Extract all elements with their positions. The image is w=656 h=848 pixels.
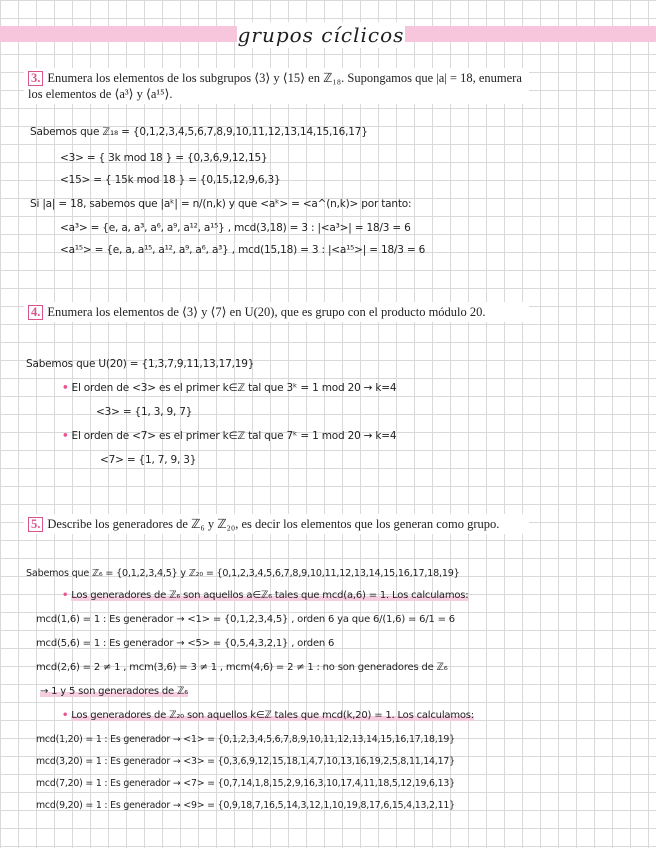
answer-line: mcd(5,6) = 1 : Es generador → <5> = {0,5,4,3,2,1} , orden 6 <box>36 638 335 649</box>
problem-number: 5. <box>28 517 43 532</box>
page-title: grupos cíclicos <box>237 23 405 47</box>
answer-line: <3> = {1, 3, 9, 7} <box>96 406 193 418</box>
answer-line: mcd(1,6) = 1 : Es generador → <1> = {0,1,2,3,4,5} , orden 6 ya que 6/(1,6) = 6/1 = 6 <box>36 614 455 625</box>
problem-text: Enumera los elementos de los subgrupos ⟨3⟩ y ⟨15⟩ en ℤ₁₈. Supongamos que |a| = 18, enumera los elementos de ⟨a³⟩ y ⟨a¹⁵⟩. <box>28 71 522 101</box>
answer-line: El orden de <7> es el primer k∈ℤ tal que 7ᵏ = 1 mod 20 → k=4 <box>71 430 397 442</box>
answer-line: mcd(3,20) = 1 : Es generador → <3> = {0,3,6,9,12,15,18,1,4,7,10,13,16,19,2,5,8,11,14,17} <box>36 756 455 767</box>
answer-line: mcd(9,20) = 1 : Es generador → <9> = {0,9,18,7,16,5,14,3,12,1,10,19,8,17,6,15,4,13,2,11} <box>36 800 455 811</box>
bullet-line <box>62 382 396 394</box>
bullet-line <box>62 590 468 601</box>
problem-text: Describe los generadores de ℤ₆ y ℤ₂₀, es decir los elementos que los generan como grupo. <box>47 517 500 531</box>
problem-5-statement <box>24 514 529 534</box>
conclusion-text: → 1 y 5 son generadores de ℤ₆ <box>40 686 189 697</box>
answer-line: <7> = {1, 7, 9, 3} <box>100 454 197 466</box>
bullet-icon: • <box>62 430 69 442</box>
answer-line: Sabemos que ℤ₁₈ = {0,1,2,3,4,5,6,7,8,9,10,11,12,13,14,15,16,17} <box>30 126 368 138</box>
answer-line: <a¹⁵> = {e, a, a¹⁵, a¹², a⁹, a⁶, a³} , mcd(15,18) = 3 : |<a¹⁵>| = 18/3 = 6 <box>60 244 426 256</box>
answer-line: El orden de <3> es el primer k∈ℤ tal que 3ᵏ = 1 mod 20 → k=4 <box>71 382 397 394</box>
problem-number: 4. <box>28 305 43 320</box>
answer-line <box>40 686 188 697</box>
page-title-box <box>237 22 405 48</box>
bullet-line <box>62 710 474 721</box>
answer-line: Los generadores de ℤ₂₀ son aquellos k∈ℤ tales que mcd(k,20) = 1. Los calculamos: <box>71 710 474 721</box>
bullet-line <box>62 430 396 442</box>
problem-number: 3. <box>28 71 43 86</box>
bullet-icon: • <box>62 382 69 394</box>
bullet-icon: • <box>62 710 69 721</box>
answer-line: <3> = { 3k mod 18 } = {0,3,6,9,12,15} <box>60 152 268 164</box>
answer-line: mcd(1,20) = 1 : Es generador → <1> = {0,1,2,3,4,5,6,7,8,9,10,11,12,13,14,15,16,17,18,19} <box>36 734 455 745</box>
answer-line: mcd(2,6) = 2 ≠ 1 , mcm(3,6) = 3 ≠ 1 , mcm(4,6) = 2 ≠ 1 : no son generadores de ℤ₆ <box>36 662 448 673</box>
answer-line: Los generadores de ℤ₆ son aquellos a∈ℤ₆ tales que mcd(a,6) = 1. Los calculamos: <box>71 590 469 601</box>
answer-line: Sabemos que ℤ₆ = {0,1,2,3,4,5} y ℤ₂₀ = {0,1,2,3,4,5,6,7,8,9,10,11,12,13,14,15,16,17,18,19} <box>26 568 460 579</box>
bullet-icon: • <box>62 590 69 601</box>
answer-line: <a³> = {e, a, a³, a⁶, a⁹, a¹², a¹⁵} , mcd(3,18) = 3 : |<a³>| = 18/3 = 6 <box>60 222 411 234</box>
answer-line: <15> = { 15k mod 18 } = {0,15,12,9,6,3} <box>60 174 281 186</box>
answer-line: Sabemos que U(20) = {1,3,7,9,11,13,17,19} <box>26 358 255 370</box>
answer-line: Si |a| = 18, sabemos que |aᵏ| = n/(n,k) y que <aᵏ> = <a^(n,k)> por tanto: <box>30 198 412 210</box>
problem-3-statement <box>24 68 529 104</box>
problem-text: Enumera los elementos de ⟨3⟩ y ⟨7⟩ en U(20), que es grupo con el producto módulo 20. <box>47 305 486 319</box>
problem-4-statement <box>24 302 529 322</box>
answer-line: mcd(7,20) = 1 : Es generador → <7> = {0,7,14,1,8,15,2,9,16,3,10,17,4,11,18,5,12,19,6,13} <box>36 778 455 789</box>
